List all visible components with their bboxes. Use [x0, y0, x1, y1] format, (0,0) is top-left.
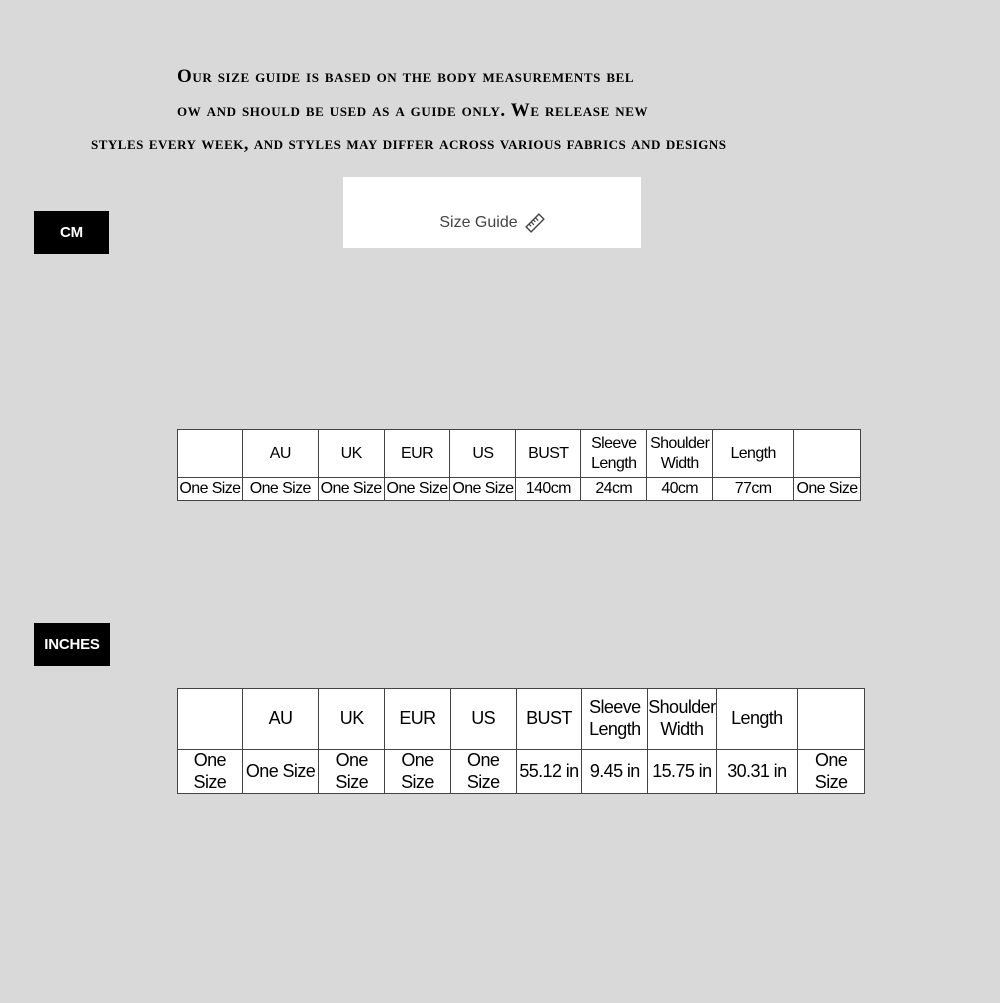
header-cell: Length [713, 430, 794, 478]
header-cell [648, 689, 716, 750]
header-line: Sleeve [591, 435, 637, 453]
table-row [178, 750, 865, 794]
table-header-row [178, 689, 865, 750]
size-guide-label: Size Guide [439, 213, 518, 231]
header-cell: UK [319, 689, 385, 750]
header-cell [178, 430, 243, 478]
header-cell: BUST [516, 430, 581, 478]
header-line: Sleeve [589, 697, 641, 718]
header-cell [581, 430, 647, 478]
size-table-inches [177, 688, 865, 794]
size-guide-button[interactable] [343, 177, 641, 248]
header-cell [794, 430, 861, 478]
header-cell: Length [716, 689, 798, 750]
table-cell: 140cm [516, 478, 581, 501]
header-cell [798, 689, 865, 750]
table-cell: One Size [318, 478, 384, 501]
table-cell: 77cm [713, 478, 794, 501]
ruler-icon [525, 213, 545, 233]
table-cell: 30.31 in [716, 750, 798, 794]
table-cell: One Size [178, 750, 243, 794]
header-cell: EUR [384, 430, 450, 478]
intro-line-2: ow and should be used as a guide only. We release new [177, 100, 649, 121]
table-cell: 55.12 in [516, 750, 582, 794]
cm-tag: CM [34, 211, 109, 254]
header-cell: US [450, 689, 516, 750]
header-cell: AU [242, 689, 319, 750]
table-cell: 24cm [581, 478, 647, 501]
table-cell: One Size [385, 750, 451, 794]
table-cell: One Size [794, 478, 861, 501]
header-cell: US [450, 430, 516, 478]
table-cell: One Size [384, 478, 450, 501]
header-cell: EUR [385, 689, 451, 750]
header-line: Shoulder [650, 435, 710, 453]
header-line: Shoulder [648, 697, 716, 718]
intro-line-3: styles every week, and styles may differ across various fabrics and designs [91, 133, 727, 153]
header-line: Length [591, 454, 637, 472]
header-cell: UK [318, 430, 384, 478]
table-cell: 9.45 in [582, 750, 648, 794]
header-cell [582, 689, 648, 750]
table-cell: One Size [798, 750, 865, 794]
table-cell: One Size [450, 478, 516, 501]
table-cell: One Size [178, 478, 243, 501]
header-line: Width [660, 719, 704, 739]
header-line: Length [589, 719, 641, 739]
table-header-row [178, 430, 861, 478]
table-row [178, 478, 861, 501]
size-table-cm [177, 429, 861, 501]
inches-tag: INCHES [34, 623, 110, 666]
table-cell: 40cm [647, 478, 713, 501]
header-cell: AU [242, 430, 318, 478]
table-cell: One Size [319, 750, 385, 794]
table-cell: One Size [242, 478, 318, 501]
header-cell [647, 430, 713, 478]
table-cell: One Size [242, 750, 319, 794]
intro-line-1: Our size guide is based on the body measurements bel [177, 66, 635, 87]
table-cell: 15.75 in [648, 750, 716, 794]
header-line: Width [660, 454, 699, 472]
header-cell [178, 689, 243, 750]
table-cell: One Size [450, 750, 516, 794]
header-cell: BUST [516, 689, 582, 750]
